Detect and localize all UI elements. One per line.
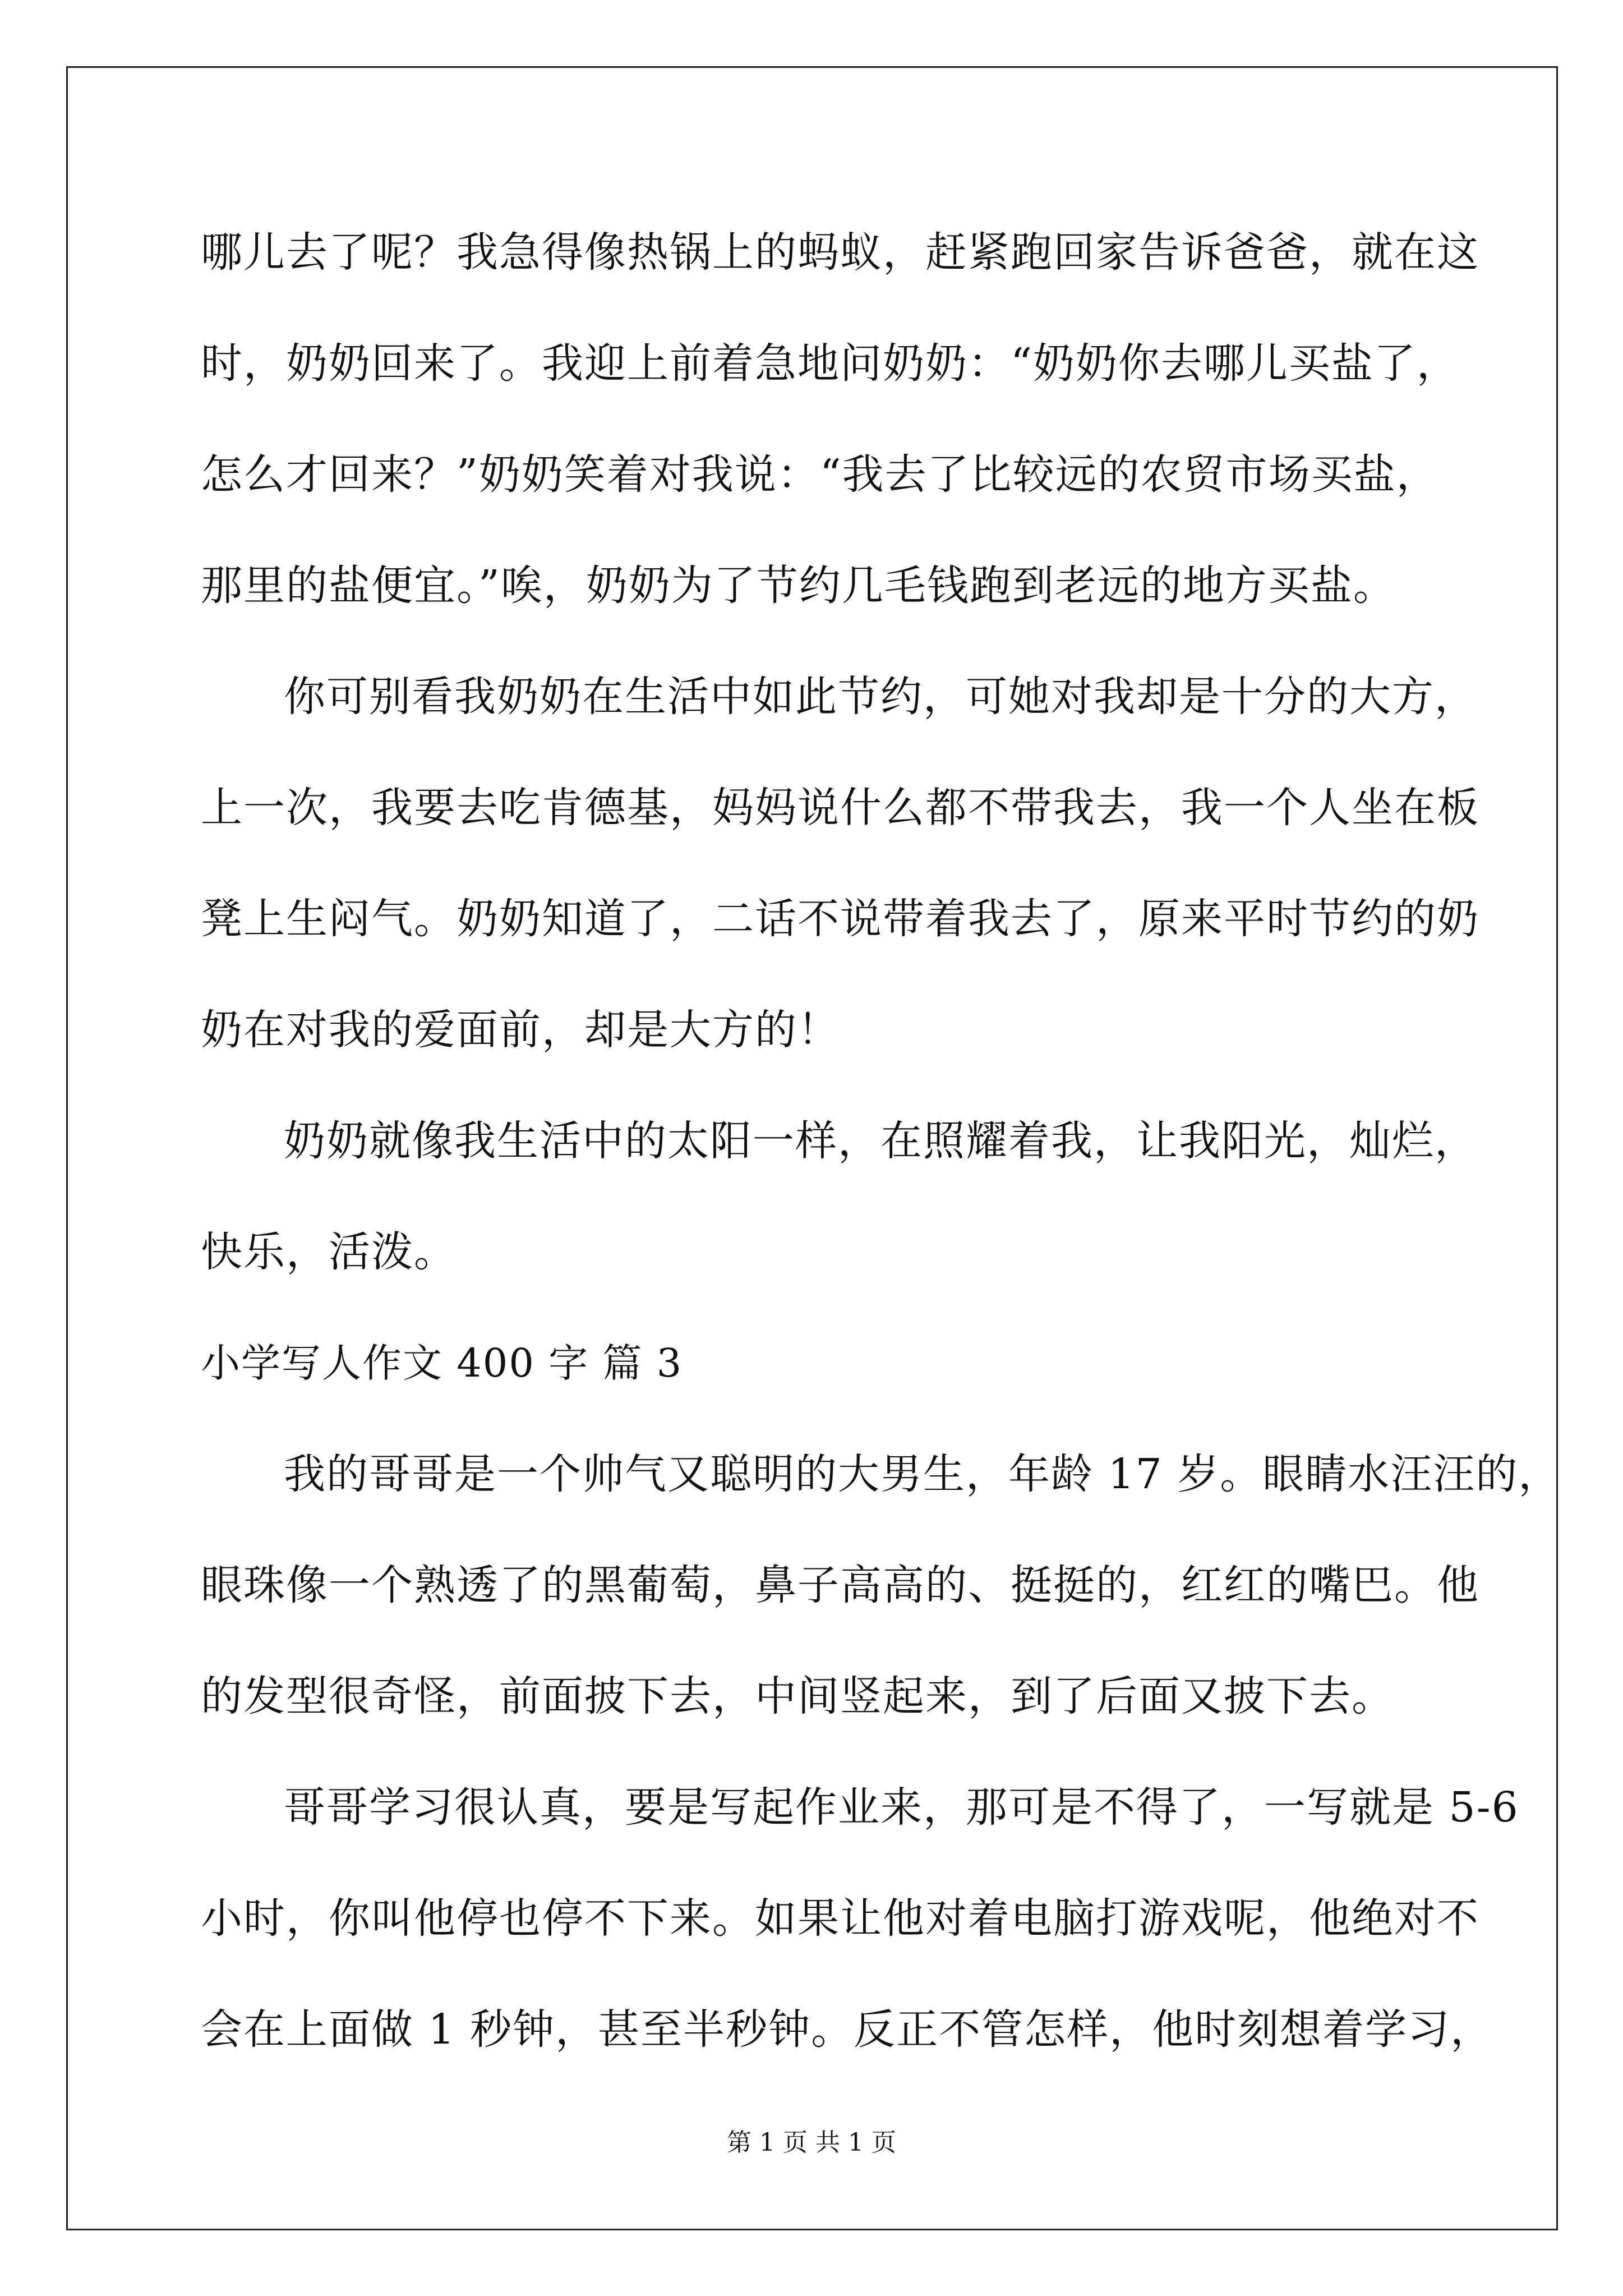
text-line: 的发型很奇怪，前面披下去，中间竖起来，到了后面又披下去。 (201, 1672, 1394, 1720)
text-line: 上一次，我要去吃肯德基，妈妈说什么都不带我去，我一个人坐在板 (201, 784, 1479, 832)
text-line: 凳上生闷气。奶奶知道了，二话不说带着我去了，原来平时节约的奶 (201, 895, 1479, 943)
text-line: 奶奶就像我生活中的太阳一样，在照耀着我，让我阳光，灿烂， (284, 1117, 1477, 1165)
text-line: 眼珠像一个熟透了的黑葡萄，鼻子高高的、挺挺的，红红的嘴巴。他 (201, 1561, 1479, 1609)
page-footer: 第 1 页 共 1 页 (727, 2128, 896, 2157)
text-line: 奶在对我的爱面前，却是大方的！ (201, 1006, 840, 1054)
text-line: 会在上面做 1 秒钟，甚至半秒钟。反正不管怎样，他时刻想着学习， (201, 2005, 1493, 2054)
text-line: 怎么才回来？”奶奶笑着对我说：“我去了比较远的农贸市场买盐， (201, 450, 1439, 499)
text-line: 我的哥哥是一个帅气又聪明的大男生，年龄 17 岁。眼睛水汪汪的， (284, 1450, 1561, 1498)
text-line: 小时，你叫他停也停不下来。如果让他对着电脑打游戏呢，他绝对不 (201, 1894, 1479, 1943)
text-line: 你可别看我奶奶在生活中如此节约，可她对我却是十分的大方， (284, 673, 1477, 721)
text-line: 时，奶奶回来了。我迎上前着急地问奶奶：“奶奶你去哪儿买盐了， (201, 339, 1459, 388)
text-line: 那里的盐便宜。”唉，奶奶为了节约几毛钱跑到老远的地方买盐。 (201, 562, 1396, 610)
text-line: 哥哥学习很认真，要是写起作业来，那可是不得了，一写就是 5-6 (284, 1783, 1519, 1832)
text-line: 快乐，活泼。 (201, 1228, 457, 1276)
section-heading: 小学写人作文 400 字 篇 3 (201, 1340, 683, 1386)
text-line: 哪儿去了呢？我急得像热锅上的蚂蚁，赶紧跑回家告诉爸爸，就在这 (201, 228, 1479, 277)
